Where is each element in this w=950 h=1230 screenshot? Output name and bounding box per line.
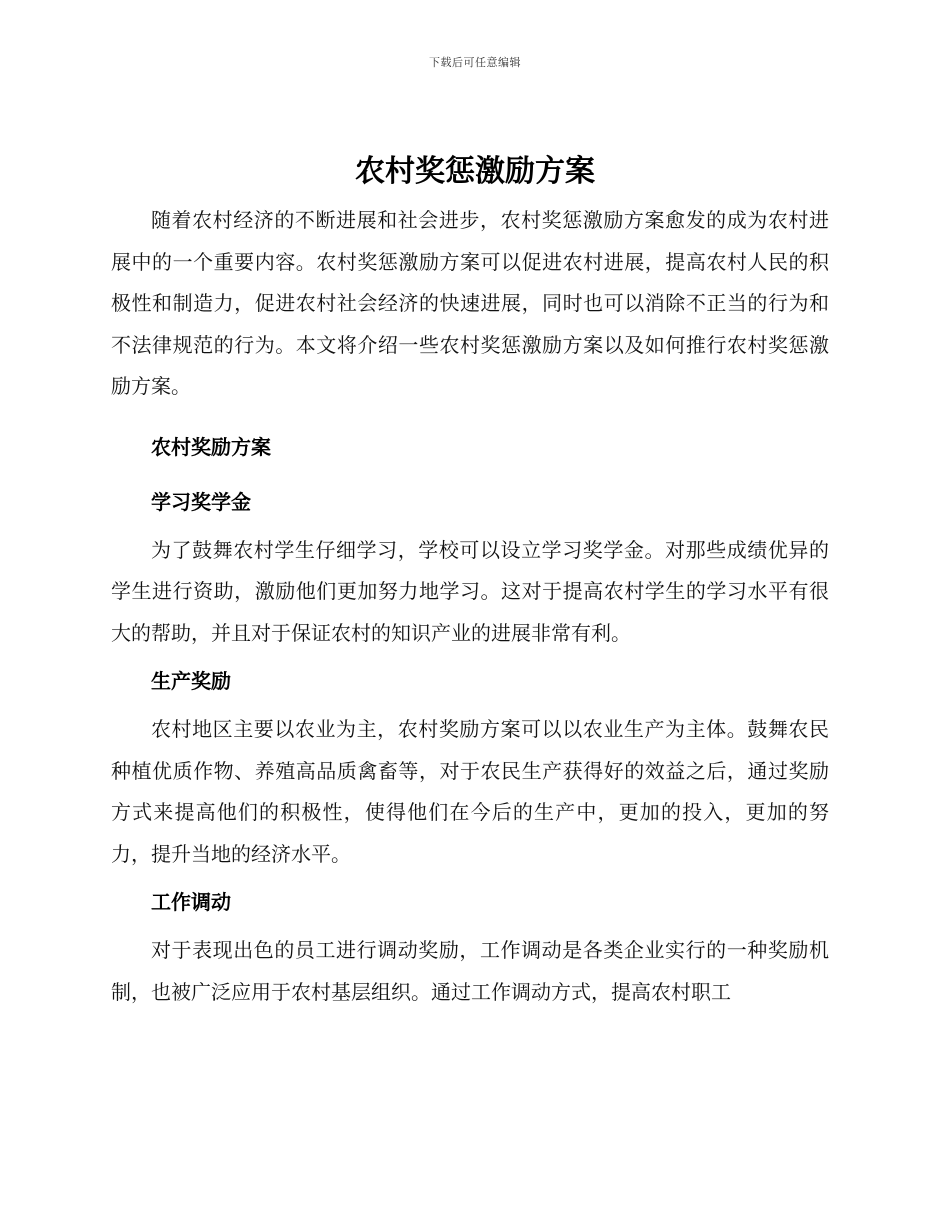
subsection-body-job-transfer: 对于表现出色的员工进行调动奖励，工作调动是各类企业实行的一种奖励机制，也被广泛应用于农村基层组织。通过工作调动方式，提高农村职工 <box>111 938 829 1004</box>
page-header-note: 下载后可任意编辑 <box>429 56 521 69</box>
subsection-heading-production-reward: 生产奖励 <box>151 669 231 693</box>
document-body <box>111 200 829 1013</box>
subsection-heading-job-transfer: 工作调动 <box>151 890 231 914</box>
section-heading-rural-rewards: 农村奖励方案 <box>151 434 271 459</box>
subsection-body-production-reward: 农村地区主要以农业为主，农村奖励方案可以以农业生产为主体。鼓舞农民种植优质作物、养殖高品质禽畜等，对于农民生产获得好的效益之后，通过奖励方式来提高他们的积极性，使得他们在今后的生产中，更加的投入，更加的努力，提升当地的经济水平。 <box>111 717 829 866</box>
subsection-body-scholarship: 为了鼓舞农村学生仔细学习，学校可以设立学习奖学金。对那些成绩优异的学生进行资助，激励他们更加努力地学习。这对于提高农村学生的学习水平有很大的帮助，并且对于保证农村的知识产业的进展非常有利。 <box>111 537 829 645</box>
intro-paragraph: 随着农村经济的不断进展和社会进步，农村奖惩激励方案愈发的成为农村进展中的一个重要内容。农村奖惩激励方案可以促进农村进展，提高农村人民的积极性和制造力，促进农村社会经济的快速进展，同时也可以消除不正当的行为和不法律规范的行为。本文将介绍一些农村奖惩激励方案以及如何推行农村奖惩激励方案。 <box>111 208 829 398</box>
subsection-heading-scholarship: 学习奖学金 <box>151 489 251 514</box>
document-title: 农村奖惩激励方案 <box>355 154 595 189</box>
